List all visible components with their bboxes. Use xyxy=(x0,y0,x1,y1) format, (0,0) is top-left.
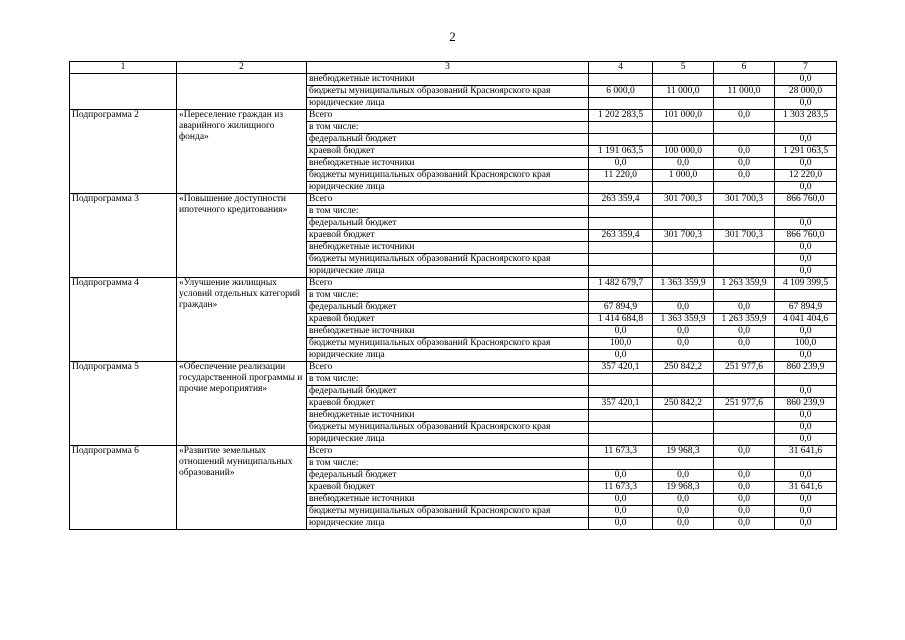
amount-cell: 0,0 xyxy=(775,350,837,362)
amount-cell xyxy=(589,182,653,194)
amount-cell xyxy=(714,374,775,386)
amount-cell: 1 363 359,9 xyxy=(653,278,714,290)
amount-cell xyxy=(653,458,714,470)
amount-cell xyxy=(589,386,653,398)
amount-cell: 0,0 xyxy=(714,494,775,506)
amount-cell: 0,0 xyxy=(775,506,837,518)
amount-cell: 0,0 xyxy=(589,470,653,482)
amount-cell: 263 359,4 xyxy=(589,230,653,242)
subprogram-code: Подпрограмма 2 xyxy=(70,110,177,194)
subprogram-code: Подпрограмма 4 xyxy=(70,278,177,362)
amount-cell: 0,0 xyxy=(714,326,775,338)
amount-cell xyxy=(653,242,714,254)
amount-cell: 11 673,3 xyxy=(589,482,653,494)
amount-cell: 0,0 xyxy=(775,422,837,434)
subprogram-code: Подпрограмма 3 xyxy=(70,194,177,278)
amount-cell: 250 842,2 xyxy=(653,362,714,374)
amount-cell xyxy=(653,374,714,386)
subprogram-title: «Улучшение жилищных условий отдельных категорий граждан» xyxy=(177,278,307,362)
funding-source-label: федеральный бюджет xyxy=(307,386,589,398)
funding-source-label: федеральный бюджет xyxy=(307,218,589,230)
funding-source-label: бюджеты муниципальных образований Красноярского края xyxy=(307,506,589,518)
funding-source-label: Всего xyxy=(307,278,589,290)
amount-cell: 11 673,3 xyxy=(589,446,653,458)
amount-cell xyxy=(653,422,714,434)
column-header: 4 xyxy=(589,62,653,74)
amount-cell xyxy=(714,74,775,86)
subprogram-title-cell xyxy=(177,74,307,110)
amount-cell xyxy=(714,206,775,218)
table-header-row xyxy=(70,62,837,74)
amount-cell xyxy=(589,422,653,434)
column-header: 6 xyxy=(714,62,775,74)
amount-cell xyxy=(653,98,714,110)
amount-cell xyxy=(653,74,714,86)
amount-cell: 1 482 679,7 xyxy=(589,278,653,290)
amount-cell: 0,0 xyxy=(714,158,775,170)
amount-cell: 357 420,1 xyxy=(589,398,653,410)
amount-cell: 28 000,0 xyxy=(775,86,837,98)
amount-cell: 301 700,3 xyxy=(714,194,775,206)
amount-cell: 301 700,3 xyxy=(714,230,775,242)
table-row xyxy=(70,278,837,290)
amount-cell: 0,0 xyxy=(775,98,837,110)
amount-cell xyxy=(714,350,775,362)
amount-cell xyxy=(653,218,714,230)
amount-cell xyxy=(589,74,653,86)
amount-cell: 301 700,3 xyxy=(653,194,714,206)
amount-cell: 0,0 xyxy=(714,506,775,518)
amount-cell: 0,0 xyxy=(775,218,837,230)
amount-cell: 0,0 xyxy=(653,158,714,170)
funding-source-label: краевой бюджет xyxy=(307,230,589,242)
funding-source-label: внебюджетные источники xyxy=(307,74,589,86)
amount-cell: 0,0 xyxy=(714,470,775,482)
amount-cell xyxy=(714,266,775,278)
amount-cell xyxy=(714,410,775,422)
amount-cell xyxy=(589,122,653,134)
amount-cell: 860 239,9 xyxy=(775,362,837,374)
amount-cell xyxy=(653,290,714,302)
amount-cell xyxy=(589,218,653,230)
amount-cell: 0,0 xyxy=(714,110,775,122)
amount-cell: 1 303 283,5 xyxy=(775,110,837,122)
funding-source-label: бюджеты муниципальных образований Красноярского края xyxy=(307,338,589,350)
amount-cell: 0,0 xyxy=(589,506,653,518)
amount-cell: 31 641,6 xyxy=(775,482,837,494)
amount-cell: 1 263 359,9 xyxy=(714,278,775,290)
amount-cell xyxy=(589,290,653,302)
amount-cell: 0,0 xyxy=(653,338,714,350)
funding-source-label: юридические лица xyxy=(307,98,589,110)
amount-cell: 11 000,0 xyxy=(653,86,714,98)
amount-cell xyxy=(775,122,837,134)
amount-cell: 0,0 xyxy=(653,302,714,314)
funding-source-label: Всего xyxy=(307,110,589,122)
amount-cell: 100,0 xyxy=(775,338,837,350)
amount-cell: 0,0 xyxy=(775,266,837,278)
amount-cell xyxy=(714,458,775,470)
amount-cell xyxy=(714,122,775,134)
column-header: 7 xyxy=(775,62,837,74)
amount-cell xyxy=(714,290,775,302)
page-number: 2 xyxy=(449,29,456,44)
amount-cell xyxy=(653,266,714,278)
amount-cell: 6 000,0 xyxy=(589,86,653,98)
amount-cell xyxy=(589,242,653,254)
amount-cell: 0,0 xyxy=(775,386,837,398)
amount-cell: 11 000,0 xyxy=(714,86,775,98)
column-header: 2 xyxy=(177,62,307,74)
amount-cell: 357 420,1 xyxy=(589,362,653,374)
amount-cell: 67 894,9 xyxy=(589,302,653,314)
subprogram-title: «Повышение доступности ипотечного кредитования» xyxy=(177,194,307,278)
subprogram-code-cell xyxy=(70,74,177,110)
funding-source-label: Всего xyxy=(307,362,589,374)
amount-cell xyxy=(653,122,714,134)
funding-source-label: краевой бюджет xyxy=(307,398,589,410)
amount-cell: 12 220,0 xyxy=(775,170,837,182)
amount-cell xyxy=(714,98,775,110)
amount-cell xyxy=(589,434,653,446)
amount-cell xyxy=(589,374,653,386)
amount-cell: 0,0 xyxy=(775,494,837,506)
amount-cell: 0,0 xyxy=(775,158,837,170)
funding-source-label: бюджеты муниципальных образований Красноярского края xyxy=(307,254,589,266)
column-header: 1 xyxy=(70,62,177,74)
funding-source-label: в том числе: xyxy=(307,290,589,302)
amount-cell xyxy=(714,242,775,254)
amount-cell xyxy=(653,134,714,146)
amount-cell: 0,0 xyxy=(714,446,775,458)
funding-source-label: Всего xyxy=(307,194,589,206)
funding-source-label: в том числе: xyxy=(307,122,589,134)
amount-cell xyxy=(714,434,775,446)
amount-cell: 0,0 xyxy=(714,170,775,182)
amount-cell: 0,0 xyxy=(589,518,653,530)
amount-cell xyxy=(653,206,714,218)
amount-cell: 0,0 xyxy=(775,182,837,194)
amount-cell: 0,0 xyxy=(589,158,653,170)
amount-cell: 1 363 359,9 xyxy=(653,314,714,326)
amount-cell xyxy=(653,410,714,422)
funding-source-label: внебюджетные источники xyxy=(307,326,589,338)
funding-source-label: бюджеты муниципальных образований Красноярского края xyxy=(307,170,589,182)
subprogram-code: Подпрограмма 6 xyxy=(70,446,177,530)
amount-cell: 0,0 xyxy=(775,518,837,530)
funding-source-label: юридические лица xyxy=(307,434,589,446)
amount-cell: 101 000,0 xyxy=(653,110,714,122)
amount-cell: 1 202 283,5 xyxy=(589,110,653,122)
funding-source-label: бюджеты муниципальных образований Красноярского края xyxy=(307,422,589,434)
funding-source-label: федеральный бюджет xyxy=(307,302,589,314)
amount-cell: 866 760,0 xyxy=(775,230,837,242)
subprogram-title: «Развитие земельных отношений муниципальных образований» xyxy=(177,446,307,530)
funding-source-label: краевой бюджет xyxy=(307,146,589,158)
amount-cell xyxy=(653,350,714,362)
amount-cell xyxy=(775,374,837,386)
amount-cell xyxy=(653,386,714,398)
amount-cell xyxy=(714,218,775,230)
amount-cell xyxy=(653,254,714,266)
funding-source-label: юридические лица xyxy=(307,518,589,530)
amount-cell xyxy=(714,422,775,434)
table-row xyxy=(70,110,837,122)
amount-cell xyxy=(714,254,775,266)
amount-cell: 0,0 xyxy=(714,338,775,350)
amount-cell: 19 968,3 xyxy=(653,482,714,494)
funding-source-label: внебюджетные источники xyxy=(307,158,589,170)
amount-cell xyxy=(653,434,714,446)
table-row xyxy=(70,446,837,458)
amount-cell: 0,0 xyxy=(653,470,714,482)
funding-source-label: внебюджетные источники xyxy=(307,494,589,506)
funding-source-label: внебюджетные источники xyxy=(307,242,589,254)
amount-cell: 263 359,4 xyxy=(589,194,653,206)
amount-cell xyxy=(589,410,653,422)
amount-cell xyxy=(775,458,837,470)
amount-cell: 301 700,3 xyxy=(653,230,714,242)
funding-source-label: бюджеты муниципальных образований Красноярского края xyxy=(307,86,589,98)
amount-cell xyxy=(653,182,714,194)
amount-cell: 0,0 xyxy=(775,470,837,482)
amount-cell: 67 894,9 xyxy=(775,302,837,314)
amount-cell: 0,0 xyxy=(653,326,714,338)
funding-source-label: краевой бюджет xyxy=(307,314,589,326)
amount-cell: 251 977,6 xyxy=(714,362,775,374)
funding-source-label: в том числе: xyxy=(307,374,589,386)
amount-cell: 0,0 xyxy=(714,518,775,530)
funding-source-label: краевой бюджет xyxy=(307,482,589,494)
amount-cell: 4 109 399,5 xyxy=(775,278,837,290)
amount-cell: 1 291 063,5 xyxy=(775,146,837,158)
amount-cell: 19 968,3 xyxy=(653,446,714,458)
amount-cell: 100,0 xyxy=(589,338,653,350)
funding-source-label: юридические лица xyxy=(307,350,589,362)
budget-table xyxy=(69,61,837,530)
amount-cell: 0,0 xyxy=(775,410,837,422)
amount-cell: 11 220,0 xyxy=(589,170,653,182)
column-header: 3 xyxy=(307,62,589,74)
funding-source-label: внебюджетные источники xyxy=(307,410,589,422)
amount-cell: 0,0 xyxy=(775,74,837,86)
funding-source-label: юридические лица xyxy=(307,182,589,194)
amount-cell xyxy=(589,254,653,266)
amount-cell xyxy=(589,458,653,470)
amount-cell xyxy=(589,206,653,218)
amount-cell: 0,0 xyxy=(775,326,837,338)
funding-source-label: юридические лица xyxy=(307,266,589,278)
amount-cell: 0,0 xyxy=(714,146,775,158)
subprogram-title: «Переселение граждан из аварийного жилищного фонда» xyxy=(177,110,307,194)
amount-cell: 4 041 404,6 xyxy=(775,314,837,326)
subprogram-title: «Обеспечение реализации государственной программы и прочие мероприятия» xyxy=(177,362,307,446)
amount-cell xyxy=(714,134,775,146)
amount-cell: 100 000,0 xyxy=(653,146,714,158)
amount-cell: 0,0 xyxy=(775,434,837,446)
amount-cell: 0,0 xyxy=(714,302,775,314)
amount-cell xyxy=(775,290,837,302)
amount-cell xyxy=(714,386,775,398)
funding-source-label: федеральный бюджет xyxy=(307,134,589,146)
table-row xyxy=(70,194,837,206)
amount-cell: 0,0 xyxy=(589,350,653,362)
amount-cell: 1 191 063,5 xyxy=(589,146,653,158)
amount-cell xyxy=(589,98,653,110)
amount-cell: 0,0 xyxy=(775,134,837,146)
amount-cell xyxy=(589,266,653,278)
amount-cell: 1 414 684,8 xyxy=(589,314,653,326)
funding-source-label: в том числе: xyxy=(307,206,589,218)
funding-source-label: в том числе: xyxy=(307,458,589,470)
amount-cell: 1 000,0 xyxy=(653,170,714,182)
amount-cell xyxy=(714,182,775,194)
amount-cell: 0,0 xyxy=(775,242,837,254)
amount-cell: 0,0 xyxy=(653,518,714,530)
amount-cell xyxy=(589,134,653,146)
amount-cell xyxy=(775,206,837,218)
table-row xyxy=(70,362,837,374)
funding-source-label: федеральный бюджет xyxy=(307,470,589,482)
amount-cell: 866 760,0 xyxy=(775,194,837,206)
amount-cell: 0,0 xyxy=(714,482,775,494)
amount-cell: 31 641,6 xyxy=(775,446,837,458)
funding-source-label: Всего xyxy=(307,446,589,458)
amount-cell: 250 842,2 xyxy=(653,398,714,410)
amount-cell: 0,0 xyxy=(589,326,653,338)
column-header: 5 xyxy=(653,62,714,74)
amount-cell: 1 263 359,9 xyxy=(714,314,775,326)
amount-cell: 0,0 xyxy=(589,494,653,506)
table-row xyxy=(70,74,837,86)
amount-cell: 860 239,9 xyxy=(775,398,837,410)
amount-cell: 251 977,6 xyxy=(714,398,775,410)
subprogram-code: Подпрограмма 5 xyxy=(70,362,177,446)
amount-cell: 0,0 xyxy=(653,494,714,506)
amount-cell: 0,0 xyxy=(653,506,714,518)
amount-cell: 0,0 xyxy=(775,254,837,266)
